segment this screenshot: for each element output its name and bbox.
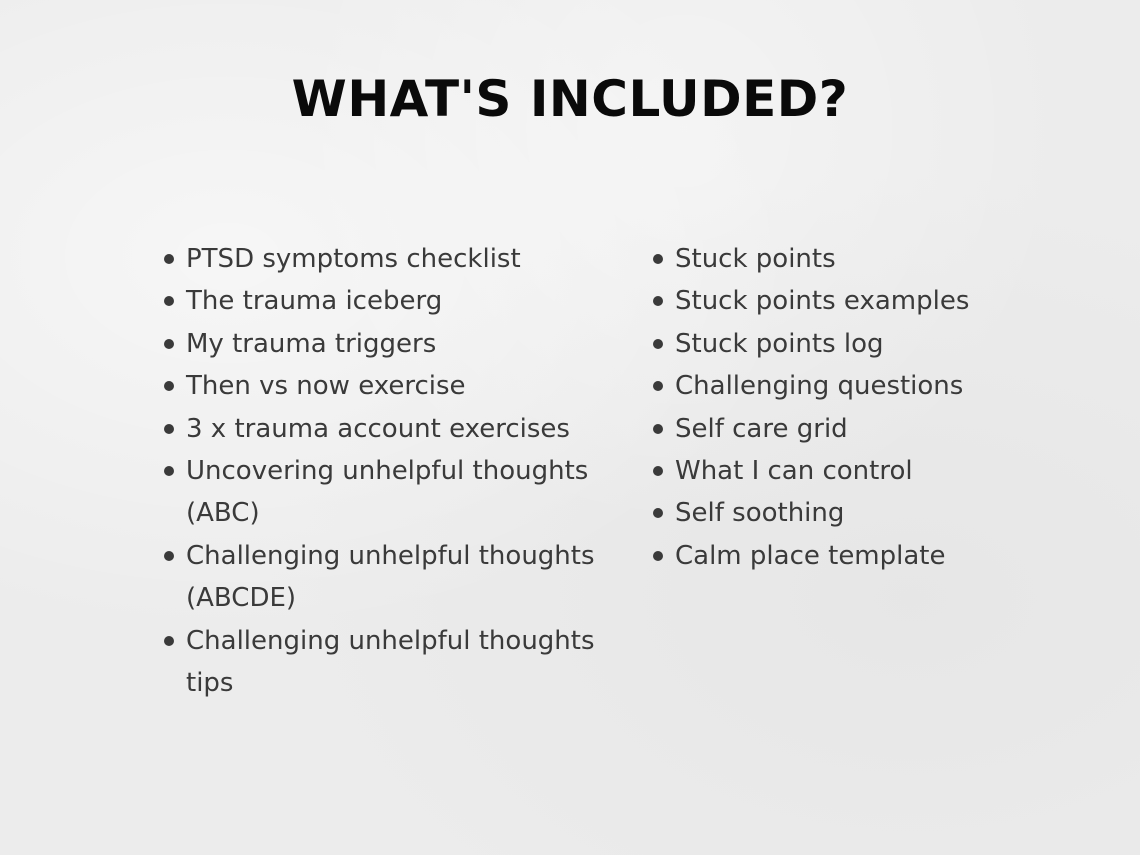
bullet-icon	[164, 339, 174, 349]
bullet-icon	[653, 551, 663, 561]
bullet-icon	[653, 296, 663, 306]
bullet-icon	[653, 254, 663, 264]
list-item	[163, 238, 613, 280]
list-item-label: Stuck points examples	[675, 286, 970, 317]
list-item	[652, 535, 1012, 577]
list-item	[163, 450, 613, 535]
bullet-icon	[653, 339, 663, 349]
bullet-icon	[164, 296, 174, 306]
list-item-label: Challenging unhelpful thoughts tips	[186, 625, 595, 699]
list-item-label: Self soothing	[675, 498, 845, 529]
bullet-icon	[164, 254, 174, 264]
bullet-icon	[164, 551, 174, 561]
list-item-label: Uncovering unhelpful thoughts (ABC)	[186, 456, 589, 529]
page-title: WHAT'S INCLUDED?	[291, 70, 849, 128]
bullet-icon	[653, 381, 663, 391]
list-item	[163, 535, 613, 620]
bullet-icon	[653, 508, 663, 518]
list-item	[652, 280, 1012, 322]
included-list-right	[652, 238, 1012, 577]
list-item-label: My trauma triggers	[186, 328, 437, 359]
list-item	[163, 365, 613, 407]
list-item-label: Stuck points log	[675, 328, 884, 359]
included-list-left	[163, 238, 613, 704]
list-item-label: Self care grid	[675, 413, 848, 444]
list-item	[163, 620, 613, 705]
list-item-label: PTSD symptoms checklist	[186, 244, 521, 274]
list-item-label: The trauma iceberg	[186, 286, 443, 317]
list-item	[652, 450, 1012, 492]
list-item	[652, 323, 1012, 365]
list-item-label: Then vs now exercise	[186, 371, 466, 402]
list-item-label: What I can control	[675, 456, 913, 487]
list-item-label: Stuck points	[675, 244, 836, 274]
bullet-icon	[653, 466, 663, 476]
list-item	[652, 238, 1012, 280]
bullet-icon	[164, 424, 174, 434]
list-item	[163, 408, 613, 450]
bullet-icon	[653, 424, 663, 434]
bullet-icon	[164, 636, 174, 646]
list-item	[163, 280, 613, 322]
list-item-label: 3 x trauma account exercises	[186, 413, 570, 444]
list-item-label: Calm place template	[675, 540, 946, 571]
list-item-label: Challenging unhelpful thoughts (ABCDE)	[186, 540, 595, 614]
list-item	[652, 492, 1012, 534]
list-item	[163, 323, 613, 365]
bullet-icon	[164, 466, 174, 476]
bullet-icon	[164, 381, 174, 391]
list-item	[652, 408, 1012, 450]
list-item	[652, 365, 1012, 407]
list-item-label: Challenging questions	[675, 371, 964, 402]
